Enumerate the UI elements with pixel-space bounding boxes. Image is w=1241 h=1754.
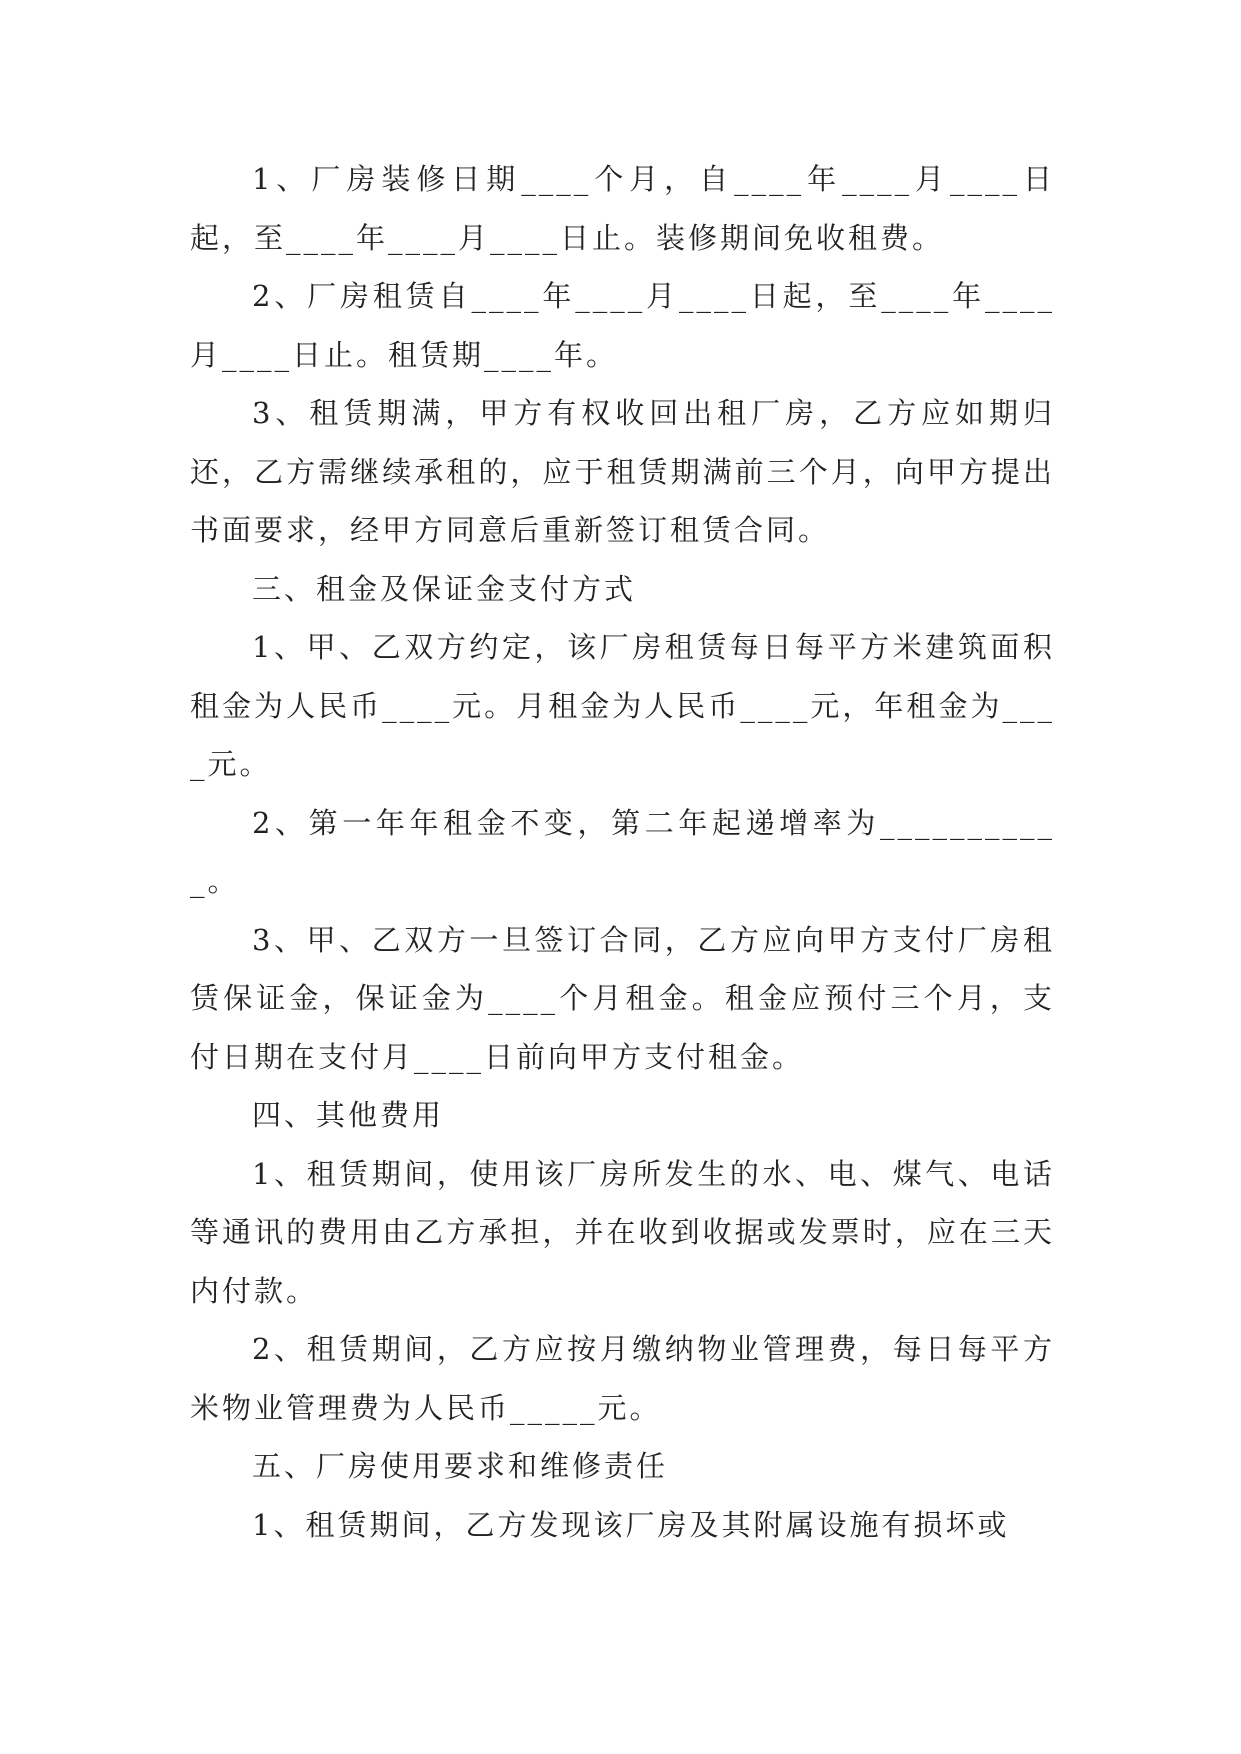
- clause-deposit: 3、甲、乙双方一旦签订合同，乙方应向甲方支付厂房租赁保证金，保证金为____个月租金。租金应预付三个月，支付日期在支付月____日前向甲方支付租金。: [190, 922, 1055, 1074]
- section-heading-other-fees: 四、其他费用: [252, 1098, 445, 1132]
- clause-lease-expiry: 3、租赁期满，甲方有权收回出租厂房，乙方应如期归还，乙方需继续承租的，应于租赁期满前三个月，向甲方提出书面要求，经甲方同意后重新签订租赁合同。: [190, 396, 1055, 547]
- clause-decoration-period: 1、厂房装修日期____个月，自____年____月____日起，至____年____月____日止。装修期间免收租费。: [190, 162, 1055, 255]
- clause-utility-fees: 1、租赁期间，使用该厂房所发生的水、电、煤气、电话等通讯的费用由乙方承担，并在收到收据或发票时，应在三天内付款。: [190, 1156, 1055, 1308]
- section-heading-usage-maintenance: 五、厂房使用要求和维修责任: [252, 1449, 669, 1483]
- clause-lease-term: 2、厂房租赁自____年____月____日起，至____年____月____日止。租赁期____年。: [190, 279, 1055, 372]
- document-page: [190, 150, 1055, 1554]
- clause-rent-amount: 1、甲、乙双方约定，该厂房租赁每日每平方米建筑面积租金为人民币____元。月租金为人民币____元，年租金为____元。: [190, 630, 1055, 781]
- clause-rent-increase: 2、第一年年租金不变，第二年起递增率为___________。: [190, 805, 1055, 898]
- clause-property-fee: 2、租赁期间，乙方应按月缴纳物业管理费，每日每平方米物业管理费为人民币_____元。: [190, 1332, 1055, 1425]
- section-heading-rent-deposit: 三、租金及保证金支付方式: [252, 571, 637, 606]
- clause-damage-report: 1、租赁期间，乙方发现该厂房及其附属设施有损坏或: [252, 1507, 1010, 1542]
